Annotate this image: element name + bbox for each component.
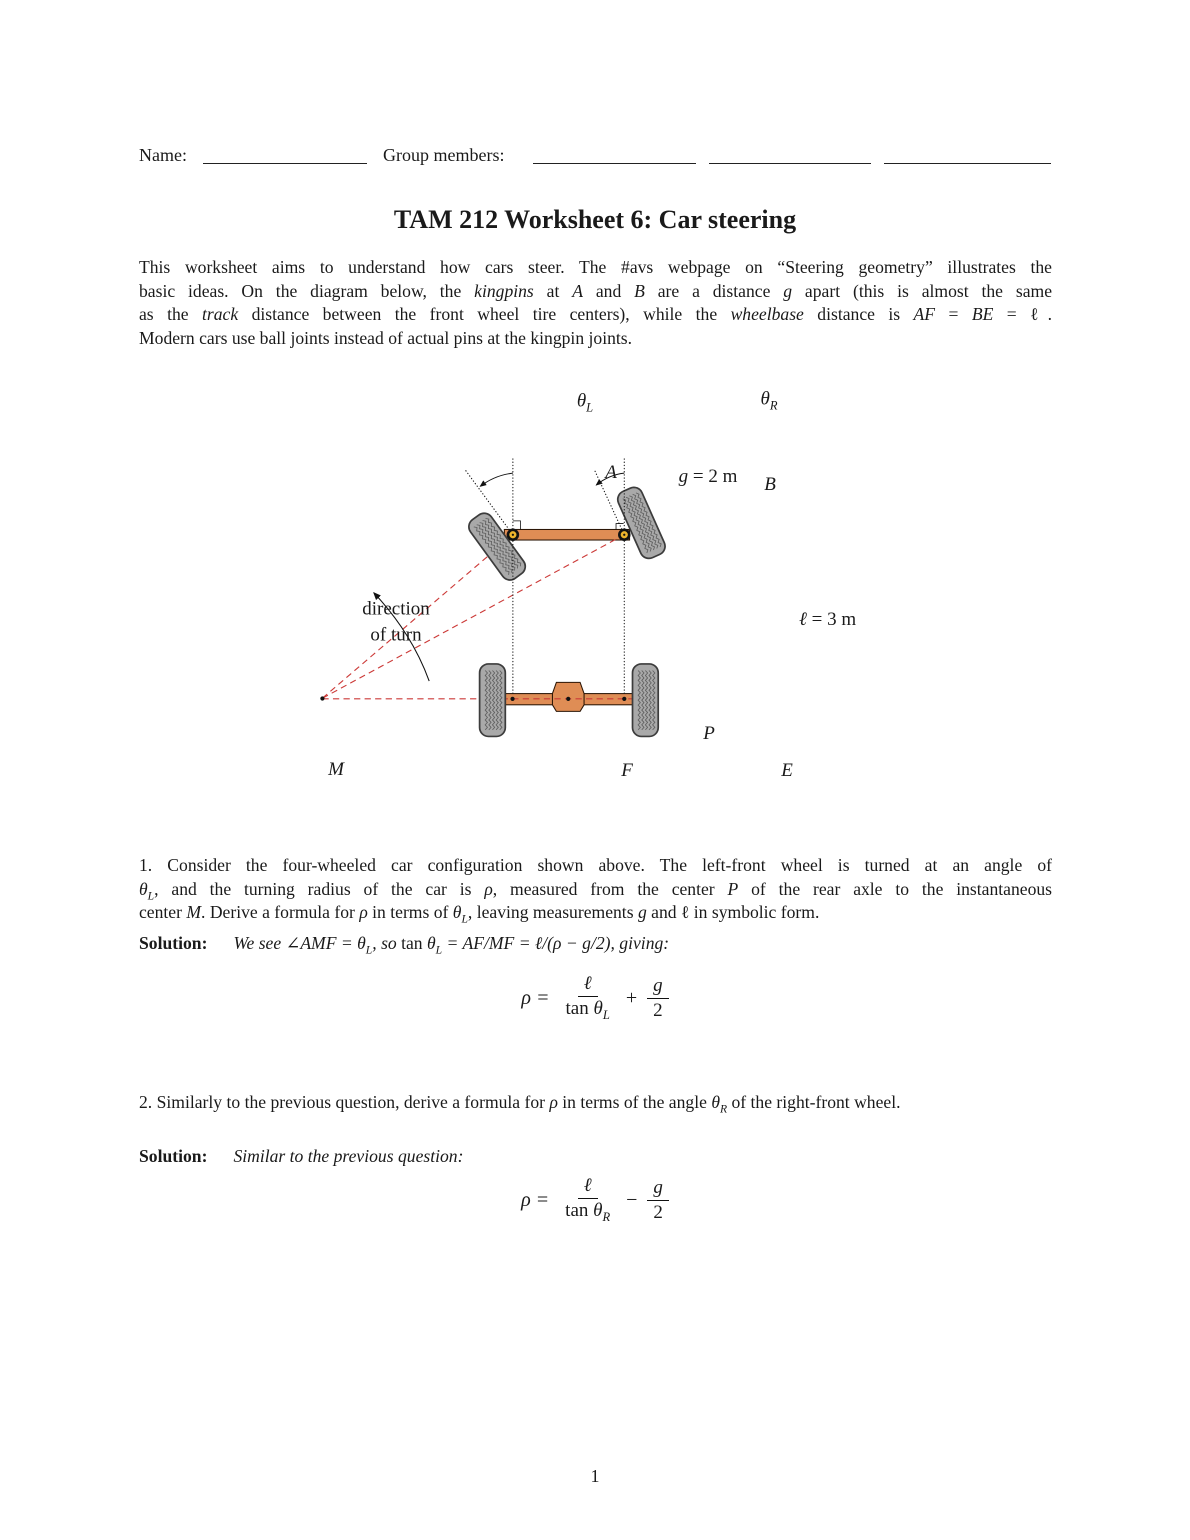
intro-line-1: This worksheet aims to understand how cars steer. The #avs webpage on “Steering geometry” illustrates the [139,257,1052,277]
q1-solution-label: Solution: [139,933,208,953]
q1-line-2: $\theta_L$, and the turning radius of the car is ρ, measured from the center P of the rear axle to the instantaneous [139,878,1053,903]
direction-of-turn-label: direction of turn [362,598,430,645]
point-P-dot [566,697,570,701]
group-blank-line-2 [709,146,871,164]
q2-formula-fraction-1 [559,1174,616,1225]
q1-formula-operator: + [625,986,638,1009]
name-blank-line [203,146,367,164]
intro-line-2: basic ideas. On the diagram below, the kingpins at A and B are a distance g apart (this is almost the same [139,280,1052,301]
point-M-dot [320,696,324,700]
point-M-label: M [328,759,344,780]
front-axle-bar [504,529,629,540]
q1-formula-fraction-2 [647,974,669,1023]
group-blank-line-3 [884,146,1051,164]
q1-line-3: center M. Derive a formula for ρ in terms of $\theta_L$, leaving measurements g and ℓ in symbolic form. [139,902,820,926]
q2-frac1-numerator: ℓ [578,1174,598,1199]
q1-solution [139,932,1052,962]
front-right-wheel [615,485,668,562]
q2-formula-operator: − [626,1188,638,1211]
intro-paragraph [139,256,1052,350]
q2-frac2-numerator: g [647,1176,669,1201]
point-A-label: A [605,462,617,483]
q2-solution [139,1145,1052,1169]
right-angle-mark-A [513,521,521,529]
name-label: Name: [139,145,187,165]
q1-line-1: 1. Consider the four-wheeled car configuration shown above. The left-front wheel is turned at an angle of [139,855,1052,875]
kingpin-B-center-dot [623,534,625,536]
wheelbase-distance-label: ℓ = 3 m [799,609,857,630]
point-E-label: E [781,760,793,781]
q2-solution-text: Similar to the previous question: [233,1146,464,1166]
point-B-label: B [764,474,776,495]
q2-frac2-denominator: 2 [653,1201,663,1223]
q1-formula-fraction-1 [560,972,616,1023]
theta-L-arc-arrow [480,473,513,486]
q1-frac1-numerator: ℓ [578,972,598,997]
track-distance-label: g = 2 m [678,466,738,487]
theta-L-label: $\theta_L$ [576,390,594,415]
q1-formula [0,966,1190,1030]
page-number: 1 [590,1466,600,1486]
group-members-label: Group members: [383,145,505,165]
intro-line-4: Modern cars use ball joints instead of actual pins at the kingpin joints. [139,327,633,348]
theta-R-label: $\theta_R$ [760,388,778,413]
q2-formula-lhs: ρ = [521,1188,550,1211]
point-F-dot [510,697,514,701]
q2-line-1: 2. Similarly to the previous question, derive a formula for ρ in terms of the angle $\theta_R$ of the right-front wheel. [139,1092,901,1116]
q1-formula-lhs: ρ = [521,986,550,1009]
q2-frac1-denominator: $\tan \theta_R$ [565,1200,611,1224]
q2-formula-fraction-2 [647,1176,669,1225]
q2-formula [0,1168,1190,1232]
page-title: TAM 212 Worksheet 6: Car steering [393,205,797,234]
question-2 [139,1091,1052,1115]
kingpin-A-center-dot [512,534,514,536]
q1-frac2-denominator: 2 [653,999,663,1021]
point-P-label: P [703,723,715,744]
point-F-label: F [621,760,633,781]
rear-right-wheel [633,664,659,737]
group-blank-line-1 [533,146,696,164]
rear-left-wheel [480,664,506,737]
q1-frac2-numerator: g [647,974,669,999]
point-E-dot [622,697,626,701]
question-1 [139,854,1052,925]
q2-solution-label: Solution: [139,1146,208,1166]
intro-line-3: as the track distance between the front wheel tire centers), while the wheelbase distance is AF = BE = ℓ. [139,304,1052,324]
q1-frac1-denominator: $\tan \theta_L$ [565,998,610,1022]
q1-solution-text: We see ∠AMF = $\theta_L$, so $\tan \theta_L = AF/MF$ = ℓ/(ρ − g/2), giving: [233,933,670,957]
